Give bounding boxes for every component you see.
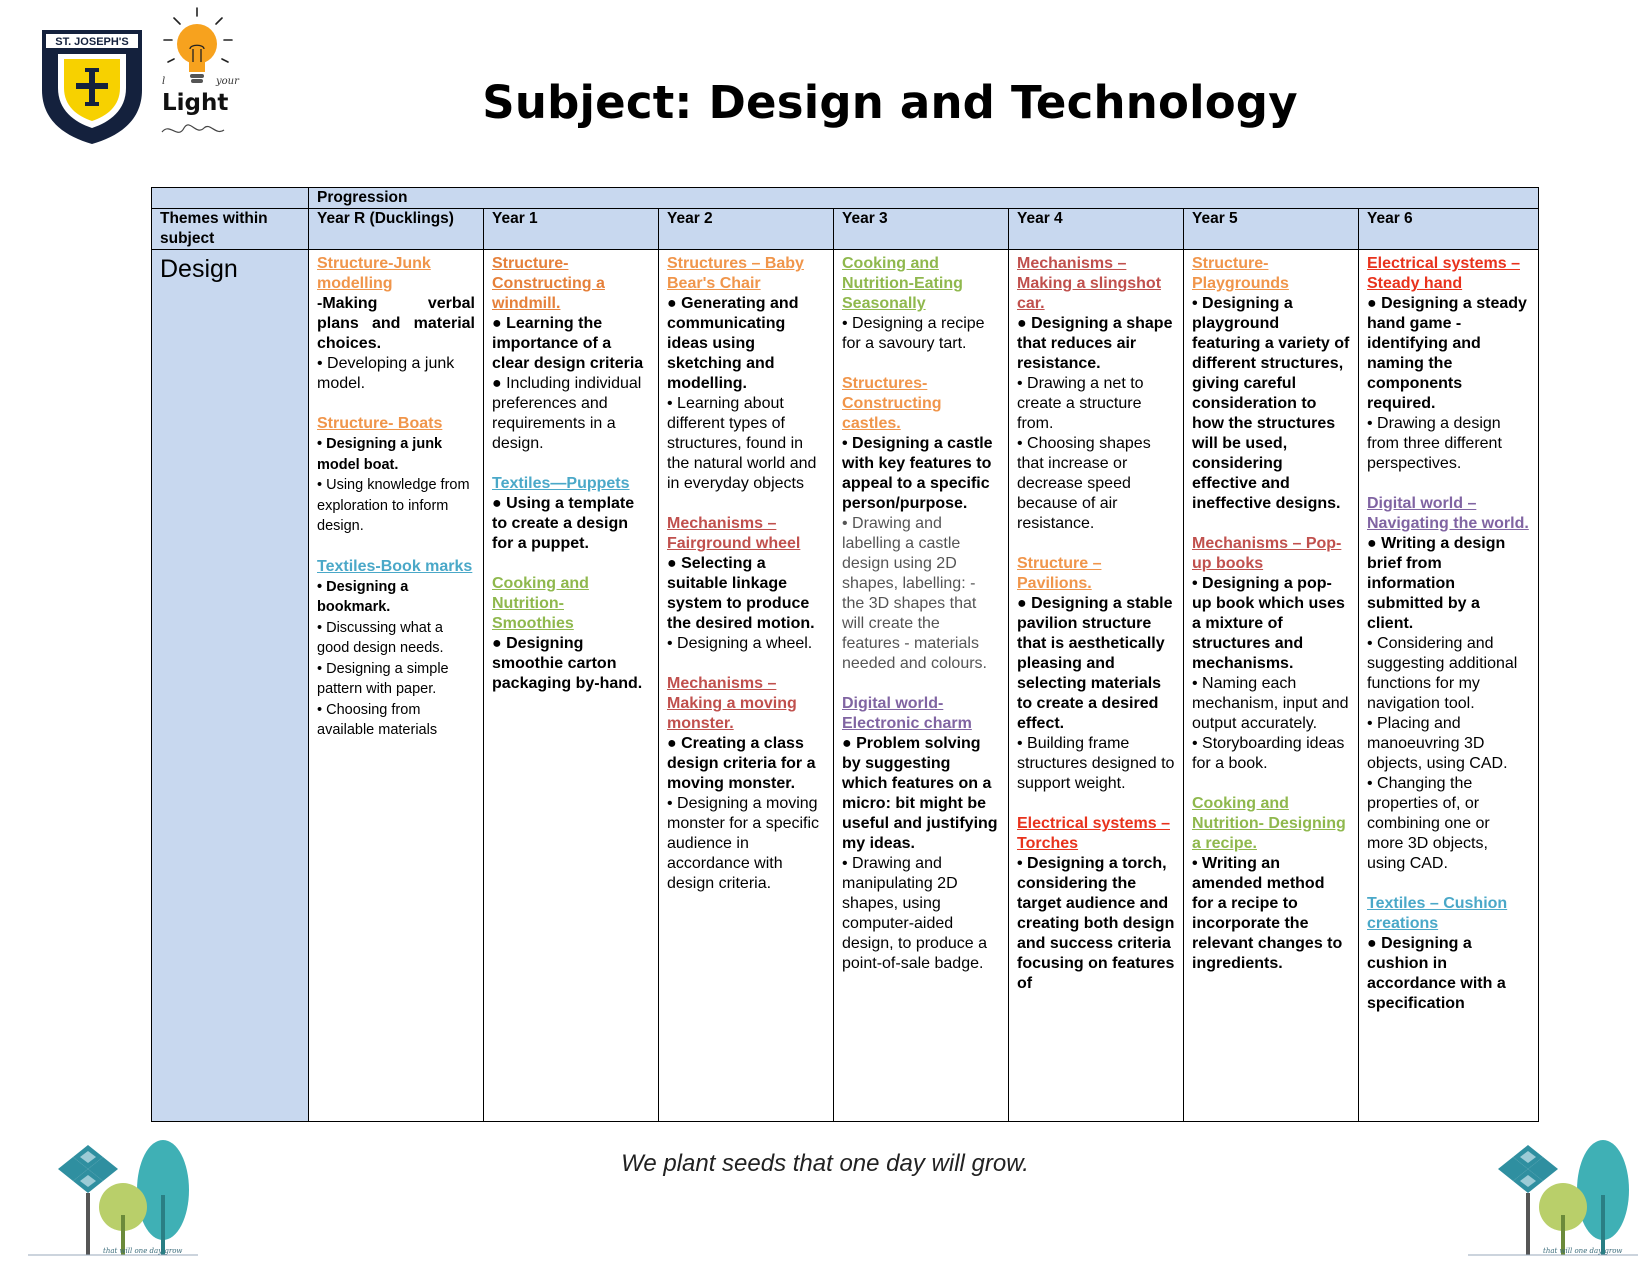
topic-heading: Cooking and Nutrition-Eating Seasonally (842, 255, 963, 312)
year-header: Year 5 (1184, 209, 1359, 250)
topic-section (492, 254, 650, 454)
objective-text: • Learning about different types of structures, found in the natural world and in everyday objects (667, 395, 817, 492)
objective-text: • Designing a simple pattern with paper. (317, 660, 449, 697)
objective-text: ● Designing smoothie carton packaging by-hand. (492, 635, 643, 692)
tree-caption: that will one day grow (103, 1247, 183, 1255)
objective-text: ● Creating a class design criteria for a moving monster. (667, 735, 816, 792)
year-5-cell (1184, 250, 1359, 1122)
objective-text: • Drawing and manipulating 2D shapes, using computer-aided design, to produce a point-of-sale badge. (842, 855, 987, 972)
year-4-cell (1009, 250, 1184, 1122)
objective-text: ● Designing a cushion in accordance with a specification (1367, 935, 1506, 1012)
topic-heading: Structure-Junk modelling (317, 255, 431, 292)
year-header: Year 6 (1359, 209, 1539, 250)
topic-section (667, 254, 825, 494)
progression-header-row (152, 188, 1539, 209)
topic-heading: Cooking and Nutrition- Designing a recipe. (1192, 795, 1346, 852)
objective-text: • Considering and suggesting additional functions for my navigation tool. (1367, 635, 1518, 712)
topic-section (1192, 254, 1350, 514)
topic-heading: Electrical systems – Steady hand (1367, 255, 1520, 292)
topic-heading: Electrical systems – Torches (1017, 815, 1170, 852)
objective-text: • Designing a torch, considering the target audience and creating both design and success criteria focusing on features of (1017, 855, 1175, 992)
objective-text: • Designing a pop-up book which uses a mixture of structures and mechanisms. (1192, 575, 1345, 672)
topic-heading: Structure – Pavilions. (1017, 555, 1102, 592)
topic-heading: Structures – Baby Bear's Chair (667, 255, 804, 292)
svg-text:l: l (162, 76, 166, 87)
topic-heading: Mechanisms – Making a slingshot car. (1017, 255, 1162, 312)
objective-text: • Using knowledge from exploration to inform design. (317, 477, 470, 534)
objective-text: ● Selecting a suitable linkage system to produce the desired motion. (667, 555, 815, 632)
objective-text: ● Writing a design brief from information submitted by a client. (1367, 535, 1506, 632)
objective-text: -Making verbal plans and material choices. (317, 295, 475, 352)
topic-section (1367, 894, 1530, 1014)
objective-text: • Drawing a design from three different perspectives. (1367, 415, 1502, 472)
topic-heading: Textiles-Book marks (317, 557, 473, 575)
objective-text: ● Designing a steady hand game - identifying and naming the components required. (1367, 295, 1527, 412)
objective-text: • Writing an amended method for a recipe to incorporate the relevant changes to ingredients. (1192, 855, 1343, 972)
school-crest-logo (40, 28, 144, 146)
topic-heading: Textiles—Puppets (492, 475, 630, 492)
year-header: Year 3 (834, 209, 1009, 250)
objective-text: • Drawing and labelling a castle design using 2D shapes, labelling: - the 3D shapes that will create the features - materials needed and colours. (842, 515, 987, 672)
year-6-cell (1359, 250, 1539, 1122)
tree-caption: that will one day grow (1543, 1247, 1623, 1255)
objective-text: • Naming each mechanism, input and output accurately. (1192, 675, 1349, 732)
blank-header-cell (152, 188, 309, 209)
topic-section (492, 574, 650, 694)
objective-text: • Designing a castle with key features to appeal to a specific person/purpose. (842, 435, 993, 512)
year-header: Year 2 (659, 209, 834, 250)
topic-section (1017, 814, 1175, 994)
topic-heading: Mechanisms – Making a moving monster. (667, 675, 797, 732)
objective-text: • Discussing what a good design needs. (317, 619, 444, 656)
topic-section (1367, 254, 1530, 474)
objective-text: • Designing a moving monster for a specific audience in accordance with design criteria. (667, 795, 820, 892)
topic-section (1017, 254, 1175, 534)
topic-section (842, 374, 1000, 674)
year-header-row (152, 209, 1539, 250)
objective-text: • Storyboarding ideas for a book. (1192, 735, 1345, 772)
objective-text: • Developing a junk model. (317, 355, 455, 392)
year-header: Year 4 (1009, 209, 1184, 250)
year-header: Year R (Ducklings) (309, 209, 484, 250)
objective-text: ● Generating and communicating ideas using sketching and modelling. (667, 295, 799, 392)
topic-section (1192, 794, 1350, 974)
topic-section (1192, 534, 1350, 774)
year-r-cell (309, 250, 484, 1122)
objective-text: ● Learning the importance of a clear design criteria (492, 315, 644, 372)
objective-text: • Choosing shapes that increase or decrease speed because of air resistance. (1017, 435, 1151, 532)
topic-section (842, 694, 1000, 974)
topic-heading: Structure- Boats (317, 415, 443, 432)
svg-text:your: your (216, 76, 239, 87)
objective-text: • Building frame structures designed to support weight. (1017, 735, 1175, 792)
objective-text: ● Designing a stable pavilion structure that is aesthetically pleasing and selecting materials to create a desired effect. (1017, 595, 1173, 732)
topic-section (317, 557, 475, 741)
topic-section (667, 674, 825, 894)
objective-text: • Designing a playground featuring a variety of different structures, giving careful consideration to how the structures will be used, considering effective and ineffective designs. (1192, 295, 1350, 512)
theme-cell (152, 250, 309, 1122)
logo-text: Light (162, 90, 229, 116)
crest-text: ST. JOSEPH'S (55, 36, 129, 48)
topic-heading: Mechanisms – Fairground wheel (667, 515, 801, 552)
objective-text: • Changing the properties of, or combining one or more 3D objects, using CAD. (1367, 775, 1490, 872)
themes-label: Themes within subject (152, 209, 309, 250)
objective-text: • Designing a wheel. (667, 635, 813, 652)
topic-section (492, 474, 650, 554)
progression-table (151, 187, 1539, 1122)
topic-section (317, 414, 475, 537)
year-3-cell (834, 250, 1009, 1122)
objective-text: ● Designing a shape that reduces air resistance. (1017, 315, 1173, 372)
topic-section (1017, 554, 1175, 794)
objective-text: ● Using a template to create a design for a puppet. (492, 495, 635, 552)
year-2-cell (659, 250, 834, 1122)
topic-heading: Structure- Constructing a windmill. (492, 255, 605, 312)
year-1-cell (484, 250, 659, 1122)
topic-section (667, 514, 825, 654)
light-bulb-logo (160, 4, 260, 152)
tree-illustration-left (28, 1135, 198, 1260)
topic-section (842, 254, 1000, 354)
objective-text: • Designing a recipe for a savoury tart. (842, 315, 985, 352)
topic-heading: Structures- Constructing castles. (842, 375, 942, 432)
topic-heading: Digital world – Navigating the world. (1367, 495, 1529, 532)
year-header: Year 1 (484, 209, 659, 250)
topic-section (317, 254, 475, 394)
topic-heading: Cooking and Nutrition- Smoothies (492, 575, 589, 632)
page-title: Subject: Design and Technology (482, 76, 1298, 129)
objective-text: • Choosing from available materials (317, 701, 438, 738)
design-row (152, 250, 1539, 1122)
objective-text: ● Including individual preferences and requirements in a design. (492, 375, 642, 452)
topic-heading: Textiles – Cushion creations (1367, 895, 1508, 932)
theme-name: Design (160, 255, 238, 283)
objective-text: ● Problem solving by suggesting which features on a micro: bit might be useful and justifying my ideas. (842, 735, 998, 852)
objective-text: • Designing a junk model boat. (317, 436, 443, 473)
progression-label: Progression (309, 188, 1539, 209)
objective-text: • Drawing a net to create a structure from. (1017, 375, 1144, 432)
objective-text: • Designing a bookmark. (317, 578, 409, 615)
topic-heading: Structure- Playgrounds (1192, 255, 1289, 292)
tree-illustration-right (1468, 1135, 1638, 1260)
topic-heading: Digital world- Electronic charm (842, 695, 972, 732)
topic-section (1367, 494, 1530, 874)
topic-heading: Mechanisms – Pop-up books (1192, 535, 1342, 572)
objective-text: • Placing and manoeuvring 3D objects, using CAD. (1367, 715, 1508, 772)
school-motto: We plant seeds that one day will grow. (621, 1150, 1029, 1177)
